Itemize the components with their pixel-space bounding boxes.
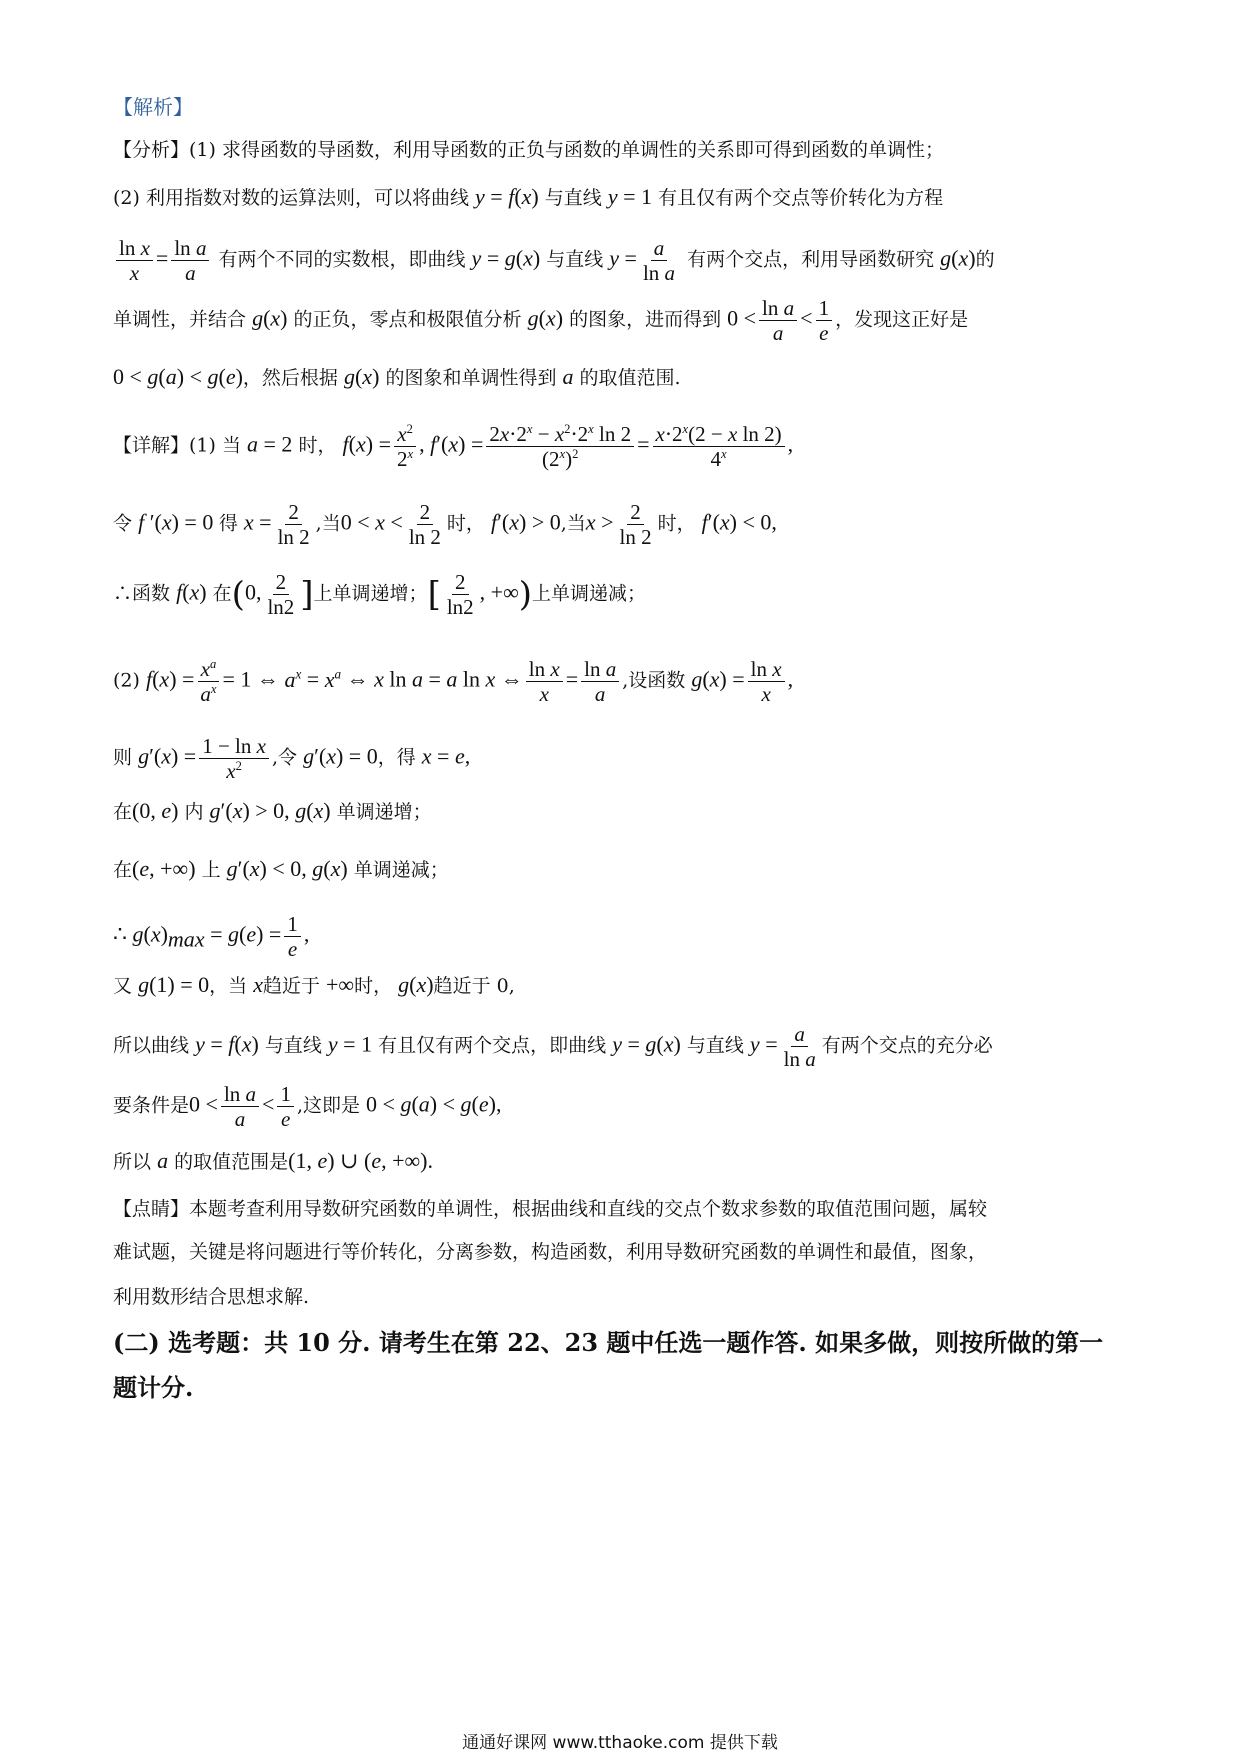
text: (2) 利用指数对数的运算法则，可以将曲线 <box>113 187 469 209</box>
text: 时， <box>446 512 485 535</box>
text: ,这即是 <box>296 1094 360 1117</box>
text: ，然后根据 <box>242 367 338 389</box>
text: 时， <box>298 434 337 457</box>
analysis-line-3: $\frac{\text{ln x}}{x}$ = $\frac{\text{ln a}}{a}$ 有两个不同的实数根，即曲线 y = g(x) 与直线 y = $\frac{a}{\text{ln a}}$ 有两个交点，利用导函数研究 g(x)的 <box>113 236 995 285</box>
text: 上单调递减； <box>532 582 647 605</box>
analysis-line-2: (2) 利用指数对数的运算法则，可以将曲线 y = f(x) 与直线 y = 1 有且仅有两个交点等价转化为方程 <box>113 184 944 209</box>
text: ，发现这正好是 <box>835 308 969 331</box>
detail-line-5: 则 g′(x) = $\frac{\text{1 − ln x}}{x^2}$ ,令 g′(x) = 0，得 x = e, <box>113 734 471 784</box>
section-heading-line-1: (二) 选考题：共 10 分. 请考生在第 22、23 题中任选一题作答. 如果多做，则按所做的第一 <box>113 1328 1104 1357</box>
detail-line-10: 所以曲线 y = f(x) 与直线 y = 1 有且仅有两个交点，即曲线 y = g(x) 与直线 y = $\frac{a}{\text{ln a}}$ 有两个交点的充分必 <box>113 1022 993 1072</box>
comment-line-1: 【点睛】本题考查利用导数研究函数的单调性，根据曲线和直线的交点个数求参数的取值范围问题，属较 <box>113 1198 988 1220</box>
comment-line-2: 难试题，关键是将问题进行等价转化，分离参数，构造函数，利用导数研究函数的单调性和最值，图象， <box>113 1241 988 1263</box>
text: 在 <box>113 859 133 881</box>
fraction: $\frac{\text{1 − ln x}}{x^2}$ <box>199 734 269 783</box>
text: ,当 <box>560 512 586 535</box>
text: 时， <box>354 975 393 997</box>
fraction: $\frac{2}{\ln 2}$ <box>619 500 652 550</box>
text: 有两个交点的充分必 <box>821 1034 993 1057</box>
text: 的取值范围. <box>579 367 681 389</box>
text: 单调性，并结合 <box>113 308 247 331</box>
fraction: $\frac{\text{ln a}}{a}$ <box>759 296 797 345</box>
text: 所以曲线 <box>113 1034 190 1057</box>
fraction: $\frac{\text{ln x}}{x}$ <box>116 236 153 285</box>
text: 趋近于 <box>262 975 320 997</box>
text: ,设函数 <box>622 669 686 692</box>
text: 的图象和单调性得到 <box>385 367 557 389</box>
fraction: $\frac{1}{e}$ <box>816 296 833 345</box>
text: 令 <box>113 512 133 535</box>
text: ，当 <box>209 975 248 997</box>
text: 与直线 <box>546 248 604 271</box>
text: 内 <box>184 801 204 823</box>
fraction: $\frac{2}{\ln 2}$ <box>267 570 295 620</box>
text: 有两个不同的实数根，即曲线 <box>218 248 466 271</box>
detail-line-12: 所以 a 的取值范围是(1, e) ∪ (e, +∞). <box>113 1148 433 1173</box>
text: 有且仅有两个交点，即曲线 <box>378 1034 607 1057</box>
fraction: $\frac{x\cdot 2^x(2 - x \ln 2)}{4^x}$ <box>653 422 785 471</box>
text: 在 <box>113 801 133 823</box>
fraction: $\frac{2}{\ln 2}$ <box>446 570 474 620</box>
text: ，得 <box>377 746 416 769</box>
text: 与直线 <box>264 1034 322 1057</box>
fraction: $\frac{1}{e}$ <box>284 912 301 961</box>
analysis-line-4: 单调性，并结合 g(x) 的正负，零点和极限值分析 g(x) 的图象，进而得到 0 < $\frac{\text{ln a}}{a}$ < $\frac{1}{e}$ ，发现这正好是 <box>113 296 969 346</box>
text: 单调递增； <box>336 801 432 823</box>
text: ,令 <box>271 746 298 769</box>
text: 又 <box>113 975 133 997</box>
text: 时， <box>657 512 696 535</box>
fraction: $\frac{a}{\text{ln a}}$ <box>783 1022 816 1072</box>
text: 在 <box>212 582 232 605</box>
fraction: $\frac{a}{\text{ln a}}$ <box>642 236 676 286</box>
detail-line-11: 要条件是0 < $\frac{\text{ln a}}{a}$ < $\frac{1}{e}$ ,这即是 0 < g(a) < g(e), <box>113 1082 502 1132</box>
fraction: $\frac{2}{\ln 2}$ <box>408 500 441 550</box>
text: 的取值范围是 <box>174 1151 289 1173</box>
text: 趋近于 0, <box>433 975 515 997</box>
text: 上单调递增； <box>313 582 428 605</box>
text: 得 <box>218 512 238 535</box>
detail-line-7: 在(e, +∞) 上 g′(x) < 0, g(x) 单调递减； <box>113 856 449 881</box>
text: 要条件是 <box>113 1094 190 1117</box>
fraction: $\frac{2x\cdot 2^x - x^2\cdot 2^x \ln 2}{(2^x)^2}$ <box>486 422 634 471</box>
text: 与直线 <box>686 1034 744 1057</box>
text: 上 <box>201 859 221 881</box>
analysis-line-1: 【分析】(1) 求得函数的导函数，利用导函数的正负与函数的单调性的关系即可得到函数的单调性； <box>113 139 944 161</box>
fraction: $\frac{\text{ln x}}{x}$ <box>526 657 563 706</box>
text: 则 <box>113 746 133 769</box>
fraction: $\frac{1}{e}$ <box>277 1082 294 1131</box>
footer-watermark: 通通好课网 www.tthaoke.com 提供下载 <box>462 1733 778 1753</box>
comment-line-3: 利用数形结合思想求解. <box>113 1286 310 1308</box>
fraction: $\frac{\text{ln a}}{a}$ <box>221 1082 259 1131</box>
text: (2) <box>113 669 140 692</box>
text: 的图象，进而得到 <box>569 308 722 331</box>
text: 的 <box>975 248 995 271</box>
text: 有且仅有两个交点等价转化为方程 <box>658 187 944 209</box>
text: ,当 <box>315 512 341 535</box>
analysis-header: 【解析】 <box>113 95 193 119</box>
analysis-line-5: 0 < g(a) < g(e)，然后根据 g(x) 的图象和单调性得到 a 的取值范围. <box>113 364 681 389</box>
detail-line-2: 令 f ′(x) = 0 得 x = $\frac{2}{\ln 2}$ ,当0 < x < $\frac{2}{\ln 2}$ 时， f′(x) > 0,当x > $\frac{2}{\ln 2}$ 时， f′(x) < 0, <box>113 500 777 550</box>
detail-line-8: ∴ $g(x)_{max} = g(e)$ = $\frac{1}{e}$ , <box>113 912 310 962</box>
fraction: $\frac{x^2}{2^x}$ <box>394 422 416 471</box>
text: 所以 <box>113 1151 152 1173</box>
text: 单调递减； <box>353 859 449 881</box>
section-heading-line-2: 题计分. <box>113 1373 194 1402</box>
text: 有两个交点，利用导函数研究 <box>687 248 935 271</box>
fraction: $\frac{\text{ln a}}{a}$ <box>581 657 619 706</box>
text: 【详解】(1) 当 <box>113 434 241 457</box>
detail-line-4: (2) f(x) = $\frac{x^a}{a^x}$ = 1 ⇔ $a^x = x^a$ ⇔ x ln a = a ln x ⇔ $\frac{\text{ln x}}{x}$ = $\frac{\text{ln a}}{a}$ ,设函数 g(x) = $\frac{\text{ln x}}{x}$ , <box>113 657 794 707</box>
text: 与直线 <box>544 187 602 209</box>
fraction: $\frac{\text{ln a}}{a}$ <box>171 236 209 285</box>
text: ∴函数 <box>113 582 171 605</box>
fraction: $\frac{2}{\ln 2}$ <box>277 500 310 550</box>
detail-line-3: ∴函数 f(x) 在(0, $\frac{2}{\ln 2}$ ]上单调递增；[ $\frac{2}{\ln 2}$ , +∞)上单调递减； <box>113 570 647 620</box>
fraction: $\frac{\text{ln x}}{x}$ <box>748 657 785 706</box>
detail-line-1: 【详解】(1) 当 a = 2 时， f(x) = $\frac{x^2}{2^x}$ , f′(x) = $\frac{2x\cdot 2^x - x^2\cdot 2^x \ln 2}{(2^x)^2}$ = $\frac{x\cdot 2^x(2 - x \ln 2)}{4^x}$ , <box>113 422 794 472</box>
fraction: $\frac{x^a}{a^x}$ <box>197 657 219 706</box>
text: 的正负，零点和极限值分析 <box>293 308 522 331</box>
detail-line-9: 又 g(1) = 0，当 x趋近于 +∞时， g(x)趋近于 0, <box>113 972 515 997</box>
detail-line-6: 在(0, e) 内 g′(x) > 0, g(x) 单调递增； <box>113 798 432 823</box>
